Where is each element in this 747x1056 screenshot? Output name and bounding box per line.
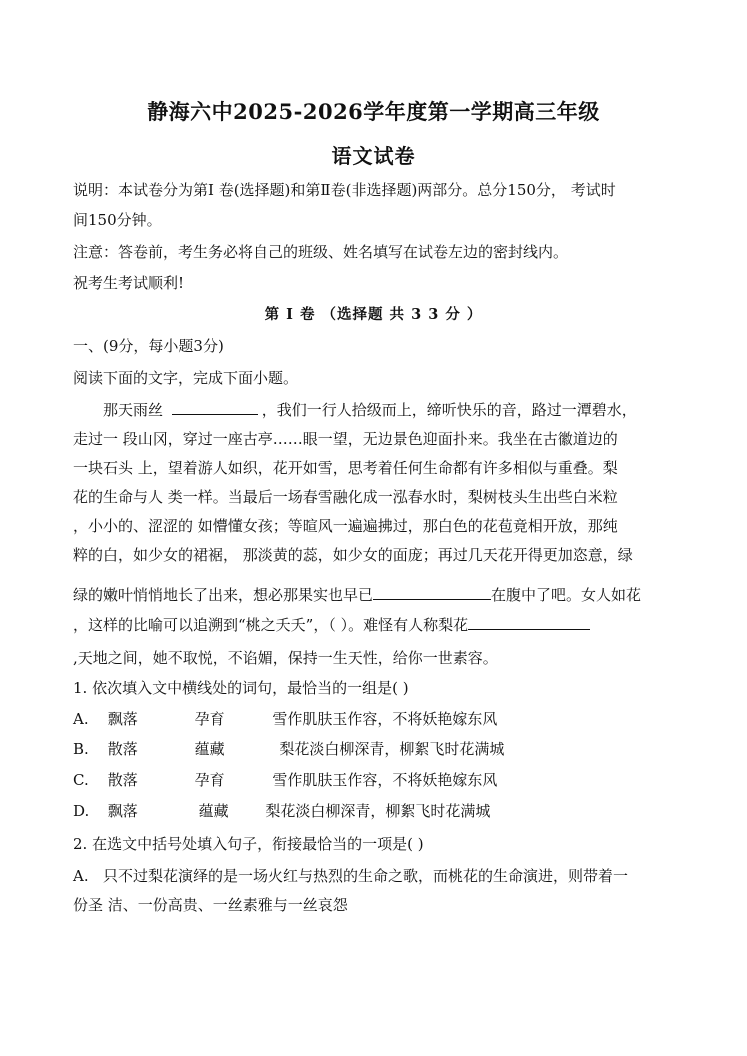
option-verse: 雪作肌肤玉作容，不将妖艳嫁东风 [272,771,498,789]
passage-line-5: ，小小的、涩涩的 如懵懂女孩；等暄风一遍遍拂过，那白色的花苞竟相开放，那纯 [73,517,618,535]
option-word-2: 蕴藏 [194,740,225,758]
passage-line-9: ,天地之间，她不取悦，不谄媚，保持一生天性，给你一世素容。 [73,649,498,667]
passage-line-1 [73,400,637,420]
q2-option-a[interactable] [73,866,628,886]
exam-title: 静海六中2025-2026学年度第一学期高三年级 [147,99,600,124]
description-line-2: 间150分钟。 [73,211,162,229]
passage-text: 绿的嫩叶悄悄地长了出来，想必那果实也早已 [73,586,374,604]
part-title: 一、(9分，每小题3分) [73,337,224,355]
option-word-1: 散落 [107,740,138,758]
option-word-2: 孕育 [194,710,225,728]
reading-instruction: 阅读下面的文字，完成下面小题。 [73,369,299,387]
passage-text: ，我们一行人拾级而上，缔听快乐的音，路过一潭碧水， [261,401,637,419]
passage-line-4: 花的生命与人 类一样。当最后一场春雪融化成一泓春水时，梨树枝头生出些白米粒 [73,488,618,506]
exam-subtitle: 语文试卷 [331,144,416,168]
q1-option-d[interactable] [73,801,490,821]
option-word-1: 飘落 [107,710,138,728]
answer-blank-2[interactable] [373,585,491,600]
option-letter: D. [73,802,90,820]
option-verse: 梨花淡白柳深青，柳絮飞时花满城 [265,802,491,820]
option-word-2: 孕育 [194,771,225,789]
passage-line-8 [73,615,590,635]
option-text: 只不过梨花演绎的是一场火红与热烈的生命之歌，而桃花的生命演进，则带着一 [103,867,629,885]
option-word-2: 蕴藏 [198,802,229,820]
passage-line-2: 走过一 段山冈，穿过一座古亭……眼一望，无边景色迎面扑来。我坐在古徽道边的 [73,430,618,448]
option-word-1: 散落 [107,771,138,789]
wish-line: 祝考生考试顺利! [73,274,185,292]
option-letter: A. [73,867,89,885]
q2-option-a-continued: 份圣 洁、一份高贵、一丝素雅与一丝哀怨 [73,896,348,914]
passage-line-6: 粹的白，如少女的裙裾， 那淡黄的蕊，如少女的面庞；再过几天花开得更加恣意，绿 [73,546,633,564]
option-verse: 雪作肌肤玉作容，不将妖艳嫁东风 [272,710,498,728]
section-header: 第 I 卷 （选择题 共 3 3 分 ） [264,306,483,323]
passage-text: 那天雨丝 [103,401,164,419]
attention-note: 注意：答卷前，考生务必将自己的班级、姓名填写在试卷左边的密封线内。 [73,243,569,261]
answer-blank-3[interactable] [468,615,590,630]
passage-text: ，这样的比喻可以追溯到“桃之夭夭”，（ ）。难怪有人称梨花 [73,616,469,634]
option-verse: 梨花淡白柳深青，柳絮飞时花满城 [279,740,505,758]
q1-option-c[interactable] [73,770,497,790]
option-letter: A. [73,710,89,728]
passage-text: 在腹中了吧。女人如花 [491,586,642,604]
option-letter: B. [73,740,89,758]
question-2-stem: 2. 在选文中括号处填入句子，衔接最恰当的一项是( ) [73,835,424,853]
passage-line-3: 一块石头 上，望着游人如织，花开如雪，思考着任何生命都有许多相似与重叠。梨 [73,459,618,477]
q1-option-a[interactable] [73,709,497,729]
description-line-1: 说明：本试卷分为第I 卷(选择题)和第Ⅱ卷(非选择题)两部分。总分150分， 考试时 [73,181,616,199]
option-word-1: 飘落 [107,802,138,820]
answer-blank-1[interactable] [172,400,258,415]
question-1-stem: 1. 依次填入文中横线处的词句，最恰当的一组是( ) [73,679,409,697]
option-letter: C. [73,771,89,789]
q1-option-b[interactable] [73,739,504,759]
passage-line-7 [73,585,641,605]
